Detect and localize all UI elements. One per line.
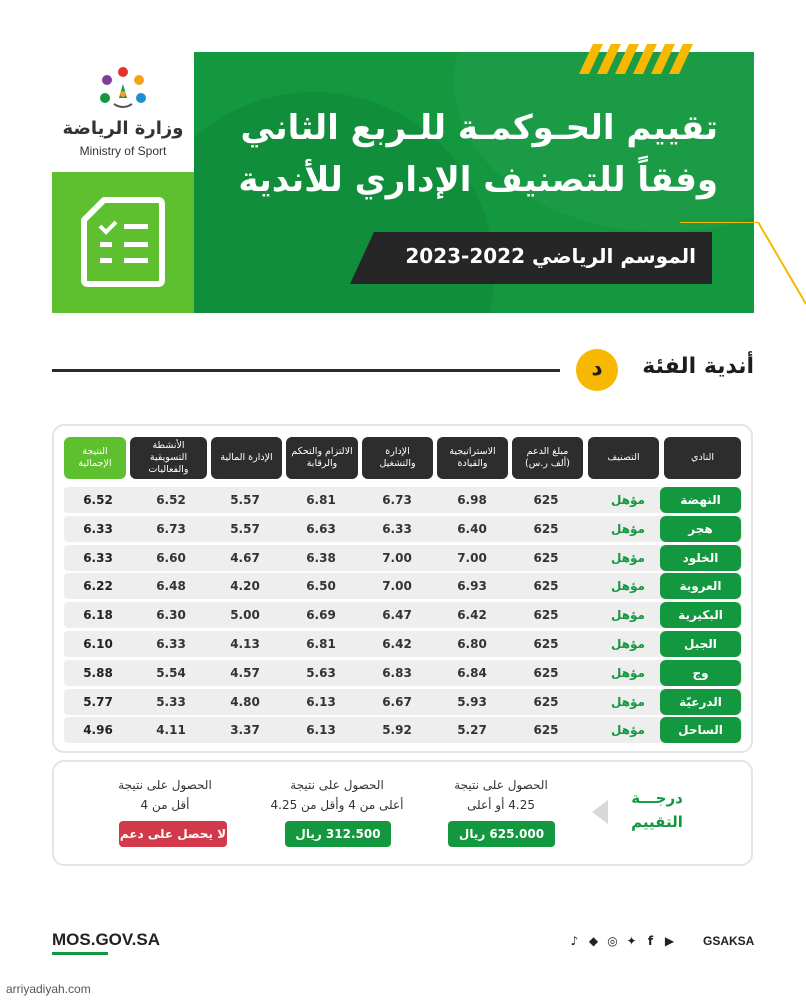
operations-cell: 7.00	[382, 550, 412, 565]
marketing-cell: 6.30	[156, 608, 186, 623]
marketing-cell: 4.11	[156, 723, 186, 738]
operations-cell: 7.00	[382, 579, 412, 594]
header-classification: التصنيف	[588, 437, 659, 479]
finance-cell: 3.37	[230, 723, 260, 738]
finance-cell: 4.13	[230, 637, 260, 651]
finance-cell: 4.80	[230, 694, 260, 709]
support-cell: 625	[533, 637, 559, 651]
tiktok-icon[interactable]: ♪	[570, 933, 579, 948]
operations-cell: 6.47	[382, 608, 412, 623]
support-cell: 625	[533, 608, 559, 623]
compliance-cell: 6.13	[306, 694, 336, 709]
strategy-cell: 5.27	[457, 723, 487, 738]
total-cell: 5.77	[83, 694, 113, 709]
ministry-name-english: Ministry of Sport	[79, 144, 167, 158]
classification-cell: مؤهل	[611, 694, 645, 709]
checklist-icon	[80, 196, 166, 288]
header-compliance: الالتزام والتحكم والرقابة	[286, 437, 358, 479]
tier-3-condition: الحصول على نتيجة أقل من 4	[118, 778, 212, 812]
header-operations: الإدارة والتشغيل	[362, 437, 433, 479]
club-name: الجبل	[660, 631, 741, 657]
youtube-icon[interactable]: ▶	[664, 933, 675, 948]
finance-cell: 5.57	[230, 493, 260, 507]
strategy-cell: 5.93	[457, 694, 487, 709]
header-support: مبلغ الدعم (ألف ر.س)	[512, 437, 583, 479]
strategy-cell: 6.80	[457, 637, 487, 651]
header-strategy: الاستراتيجية والقيادة	[437, 437, 508, 479]
support-cell: 625	[533, 550, 559, 565]
strategy-cell: 6.93	[457, 579, 487, 594]
club-name: الدرعيّة	[660, 689, 741, 715]
tier-3-amount: لا يحصل على دعم	[119, 821, 227, 847]
category-badge: د	[576, 349, 618, 391]
category-title: أندية الفئة	[642, 354, 754, 379]
total-cell: 6.18	[83, 608, 113, 623]
marketing-cell: 6.73	[156, 521, 186, 536]
marketing-cell: 6.60	[156, 550, 186, 565]
finance-cell: 4.20	[230, 579, 260, 594]
ministry-logo	[52, 52, 194, 172]
finance-cell: 4.67	[230, 550, 260, 565]
compliance-cell: 6.63	[306, 521, 336, 536]
total-cell: 5.88	[83, 665, 113, 680]
classification-cell: مؤهل	[611, 637, 645, 651]
club-name: النهضة	[660, 487, 741, 513]
tier-1-condition: الحصول على نتيجة 4.25 أو أعلى	[454, 778, 548, 812]
operations-cell: 6.67	[382, 694, 412, 709]
finance-cell: 5.00	[230, 608, 260, 623]
watermark: arriyadiyah.com	[6, 982, 91, 996]
decorative-yellow-line	[680, 222, 806, 322]
club-name: الخلود	[660, 545, 741, 571]
operations-cell: 5.92	[382, 723, 412, 738]
marketing-cell: 5.33	[156, 694, 186, 709]
operations-cell: 6.73	[382, 493, 412, 507]
club-name: البكيرية	[660, 602, 741, 628]
total-cell: 6.22	[83, 579, 113, 594]
finance-cell: 5.57	[230, 521, 260, 536]
ministry-emblem-icon	[92, 64, 154, 116]
marketing-cell: 6.52	[156, 493, 186, 507]
support-cell: 625	[533, 723, 559, 738]
operations-cell: 6.83	[382, 665, 412, 680]
checklist-panel	[52, 172, 194, 313]
classification-cell: مؤهل	[611, 493, 645, 507]
strategy-cell: 7.00	[457, 550, 487, 565]
club-name: الساحل	[660, 717, 741, 743]
operations-cell: 6.42	[382, 637, 412, 651]
strategy-cell: 6.84	[457, 665, 487, 680]
strategy-cell: 6.42	[457, 608, 487, 623]
total-cell: 6.52	[83, 493, 113, 507]
support-cell: 625	[533, 665, 559, 680]
banner-title-line2: وفقاً للتصنيف الإداري للأندية	[238, 160, 718, 200]
header-marketing: الأنشطة التسويقية والفعاليات	[130, 437, 207, 479]
decorative-stripes	[565, 44, 703, 74]
club-name: هجر	[660, 516, 741, 542]
category-divider	[52, 369, 560, 372]
compliance-cell: 6.50	[306, 579, 336, 594]
ministry-name-arabic: وزارة الرياضة	[62, 118, 184, 139]
club-name: العروبة	[660, 573, 741, 599]
support-cell: 625	[533, 694, 559, 709]
facebook-icon[interactable]: f	[647, 933, 654, 948]
total-cell: 4.96	[83, 723, 113, 738]
twitter-icon[interactable]: ✦	[626, 933, 637, 948]
compliance-cell: 5.63	[306, 665, 336, 680]
tier-1-amount: 625.000 ريال	[448, 821, 555, 847]
header-finance: الإدارة المالية	[211, 437, 282, 479]
website-link[interactable]: MOS.GOV.SA	[52, 930, 161, 949]
strategy-cell: 6.40	[457, 521, 487, 536]
season-label: الموسم الرياضي 2022-2023	[405, 244, 696, 268]
classification-cell: مؤهل	[611, 608, 645, 623]
legend-arrow-icon	[592, 800, 608, 824]
support-cell: 625	[533, 493, 559, 507]
total-cell: 6.33	[83, 521, 113, 536]
header-club: النادي	[664, 437, 741, 479]
support-cell: 625	[533, 521, 559, 536]
social-icons	[568, 932, 676, 950]
header-total: النتيجة الإجمالية	[64, 437, 126, 479]
tier-2-condition: الحصول على نتيجة أعلى من 4 وأقل من 4.25	[270, 778, 404, 812]
instagram-icon[interactable]: ◎	[607, 933, 618, 948]
compliance-cell: 6.81	[306, 637, 336, 651]
total-cell: 6.10	[83, 637, 113, 651]
marketing-cell: 5.54	[156, 665, 186, 680]
classification-cell: مؤهل	[611, 579, 645, 594]
social-handle: GSAKSA	[703, 934, 755, 948]
compliance-cell: 6.13	[306, 723, 336, 738]
strategy-cell: 6.98	[457, 493, 487, 507]
compliance-cell: 6.38	[306, 550, 336, 565]
classification-cell: مؤهل	[611, 665, 645, 680]
tier-2-amount: 312.500 ريال	[285, 821, 391, 847]
finance-cell: 4.57	[230, 665, 260, 680]
classification-cell: مؤهل	[611, 521, 645, 536]
season-bar	[374, 232, 712, 284]
total-cell: 6.33	[83, 550, 113, 565]
classification-cell: مؤهل	[611, 723, 645, 738]
marketing-cell: 6.48	[156, 579, 186, 594]
marketing-cell: 6.33	[156, 637, 186, 651]
compliance-cell: 6.69	[306, 608, 336, 623]
legend-title: درجـــة التقييم	[631, 789, 683, 831]
website-underline	[52, 952, 108, 955]
club-name: وج	[660, 660, 741, 686]
compliance-cell: 6.81	[306, 493, 336, 507]
snapchat-icon[interactable]: ◆	[588, 933, 599, 948]
operations-cell: 6.33	[382, 521, 412, 536]
support-cell: 625	[533, 579, 559, 594]
banner-title-line1: تقييم الحـوكمـة للـربع الثاني	[240, 108, 718, 148]
classification-cell: مؤهل	[611, 550, 645, 565]
